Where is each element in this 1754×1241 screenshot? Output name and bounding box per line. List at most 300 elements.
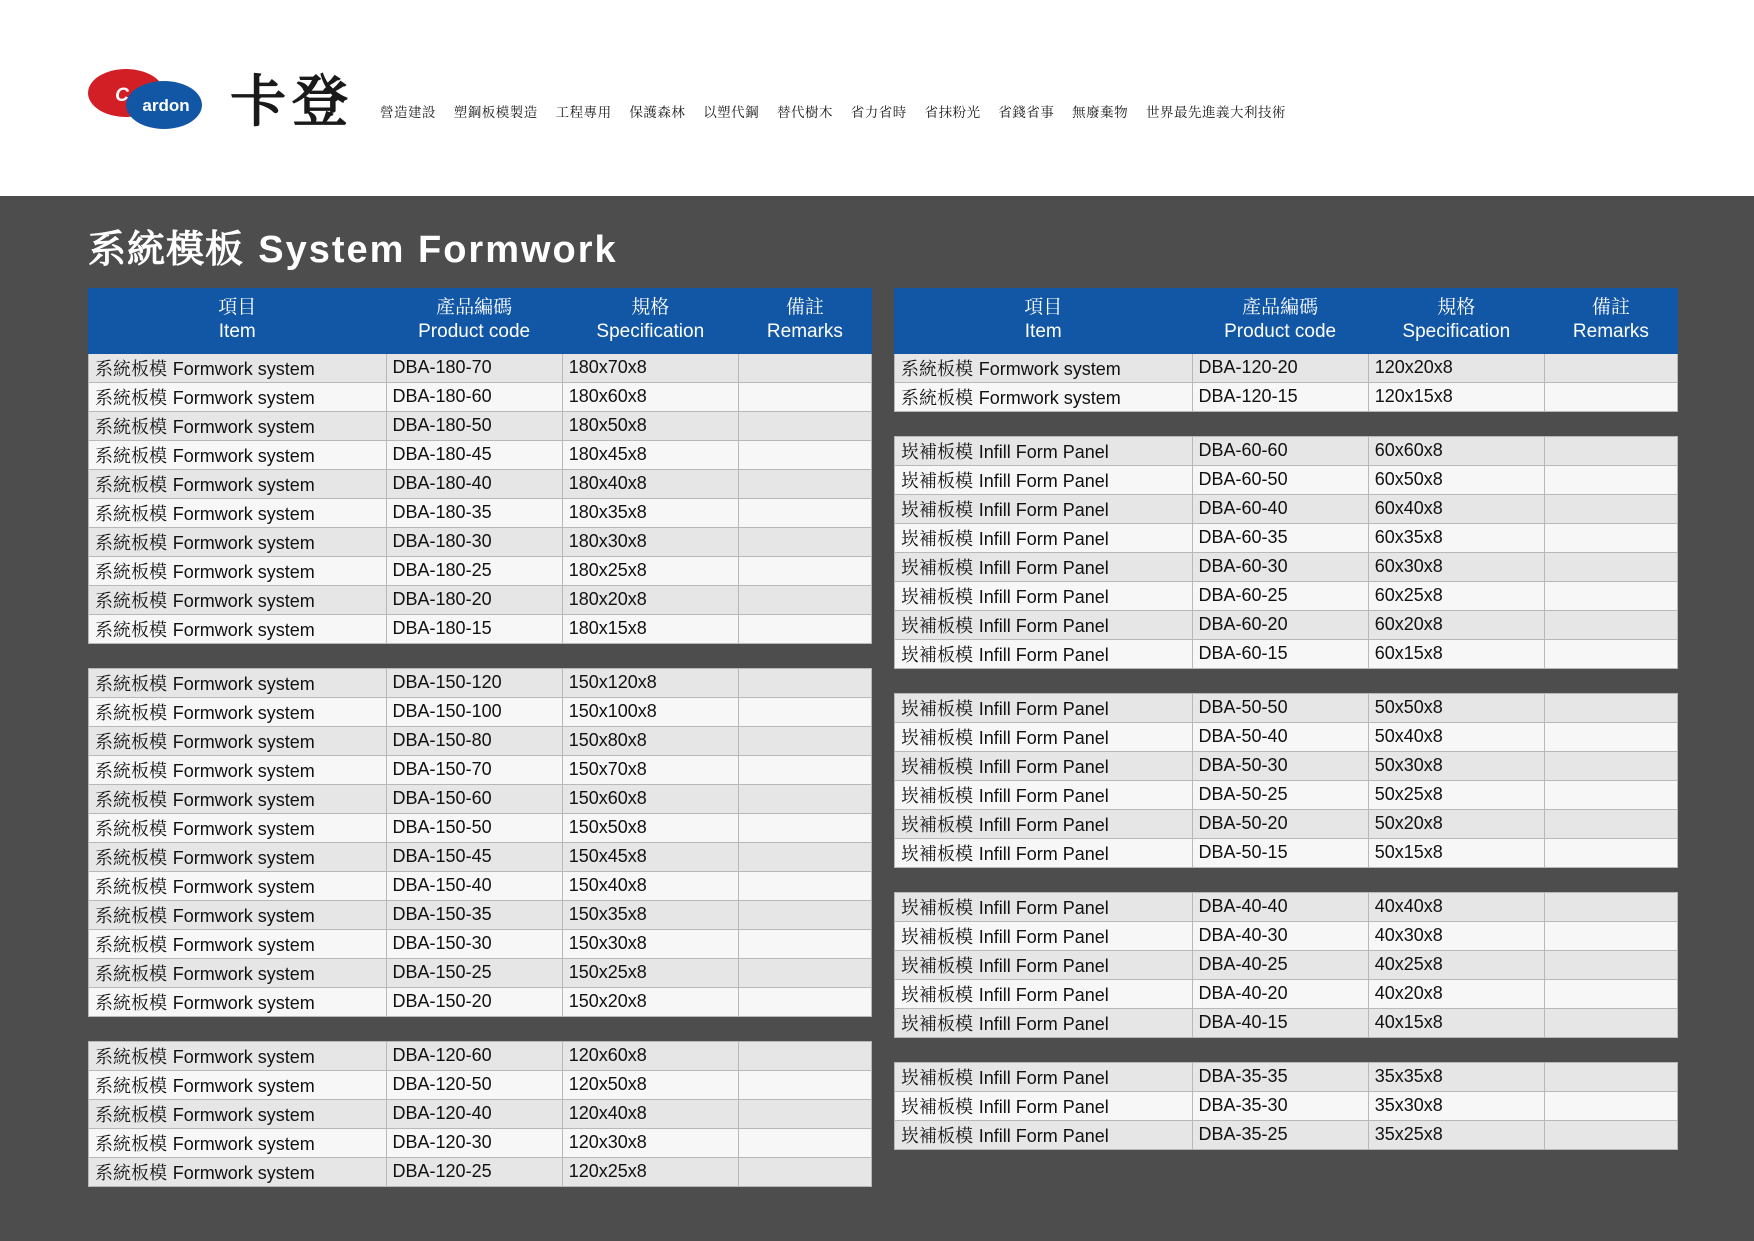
table-row	[895, 639, 1678, 668]
cell-remarks	[738, 411, 871, 440]
cell-remarks	[1544, 382, 1677, 411]
cell-item	[89, 1099, 387, 1128]
cell-remarks	[738, 556, 871, 585]
table-row	[89, 469, 872, 498]
cell-product-code: DBA-60-35	[1192, 523, 1368, 552]
cell-product-code: DBA-120-40	[386, 1099, 562, 1128]
cell-remarks	[1544, 722, 1677, 751]
cell-item-cn: 系統板模	[95, 561, 167, 583]
table-row	[89, 755, 872, 784]
cell-item-cn: 系統板模	[95, 847, 167, 869]
cell-product-code: DBA-150-40	[386, 871, 562, 900]
cell-item	[89, 958, 387, 987]
cell-item-cn: 系統板模	[95, 416, 167, 438]
cell-specification: 150x70x8	[562, 755, 738, 784]
cell-specification: 180x50x8	[562, 411, 738, 440]
brand-name-cn: 卡登	[230, 70, 354, 135]
cell-item-en: Infill Form Panel	[978, 897, 1109, 918]
table-row	[89, 871, 872, 900]
table-row	[895, 892, 1678, 921]
cell-product-code: DBA-150-35	[386, 900, 562, 929]
col-header-remarks-en: Remarks	[766, 321, 843, 343]
cell-item-en: Infill Form Panel	[978, 441, 1109, 462]
cell-remarks	[738, 1157, 871, 1186]
table-header-row	[89, 289, 872, 354]
cell-item-cn: 崁補板模	[901, 756, 973, 778]
cell-item-en: Infill Form Panel	[978, 586, 1109, 607]
table-group-separator	[895, 1037, 1678, 1062]
cell-item-en: Infill Form Panel	[978, 615, 1109, 636]
cell-item	[89, 469, 387, 498]
cell-item-en: Formwork system	[978, 358, 1121, 379]
table-row	[895, 1120, 1678, 1149]
cell-item	[89, 987, 387, 1016]
cell-remarks	[738, 755, 871, 784]
cell-specification: 50x50x8	[1368, 693, 1544, 722]
cell-item-en: Formwork system	[172, 1046, 315, 1067]
cell-item-cn: 崁補板模	[901, 528, 973, 550]
table-row	[895, 838, 1678, 867]
cell-item-en: Formwork system	[172, 1104, 315, 1125]
cell-item-cn: 崁補板模	[901, 814, 973, 836]
table-row	[89, 498, 872, 527]
cell-specification: 150x40x8	[562, 871, 738, 900]
cell-specification: 60x35x8	[1368, 523, 1544, 552]
cell-item	[895, 838, 1193, 867]
cell-item-en: Formwork system	[172, 1162, 315, 1183]
cell-item	[895, 436, 1193, 465]
cell-product-code: DBA-35-35	[1192, 1062, 1368, 1091]
col-header-item	[895, 289, 1193, 354]
col-header-code	[1192, 289, 1368, 354]
separator-cell	[89, 643, 872, 668]
cell-product-code: DBA-40-40	[1192, 892, 1368, 921]
cell-remarks	[738, 1041, 871, 1070]
cell-specification: 180x35x8	[562, 498, 738, 527]
cell-remarks	[1544, 921, 1677, 950]
cell-item-en: Infill Form Panel	[978, 470, 1109, 491]
cell-item	[89, 585, 387, 614]
cell-specification: 150x60x8	[562, 784, 738, 813]
table-row	[89, 1099, 872, 1128]
table-row	[89, 1157, 872, 1186]
cell-specification: 120x40x8	[562, 1099, 738, 1128]
col-header-item-cn: 項目	[218, 296, 257, 318]
tables-container	[88, 288, 1678, 1187]
cell-item	[89, 440, 387, 469]
cell-specification: 120x15x8	[1368, 382, 1544, 411]
cell-item-en: Formwork system	[172, 590, 315, 611]
cell-item-en: Formwork system	[172, 963, 315, 984]
table-row	[895, 353, 1678, 382]
cell-item-en: Formwork system	[172, 731, 315, 752]
cell-specification: 35x30x8	[1368, 1091, 1544, 1120]
cell-remarks	[738, 900, 871, 929]
cell-product-code: DBA-50-20	[1192, 809, 1368, 838]
right-table-column	[894, 288, 1678, 1187]
table-header-row	[895, 289, 1678, 354]
col-header-spec-en: Specification	[596, 321, 705, 343]
cell-product-code: DBA-150-80	[386, 726, 562, 755]
table-group-separator	[895, 867, 1678, 892]
cell-item-en: Infill Form Panel	[978, 698, 1109, 719]
cell-specification: 180x15x8	[562, 614, 738, 643]
cell-specification: 50x20x8	[1368, 809, 1544, 838]
cell-remarks	[1544, 1091, 1677, 1120]
cell-specification: 150x120x8	[562, 668, 738, 697]
tagline-word: 以塑代鋼	[703, 105, 760, 121]
cell-item-en: Formwork system	[172, 934, 315, 955]
cell-item	[895, 979, 1193, 1008]
page-title-en: System Formwork	[258, 229, 618, 271]
table-row	[895, 436, 1678, 465]
cell-item	[895, 610, 1193, 639]
cell-product-code: DBA-180-40	[386, 469, 562, 498]
table-group-separator	[895, 411, 1678, 436]
cell-item-en: Formwork system	[172, 905, 315, 926]
cell-product-code: DBA-120-50	[386, 1070, 562, 1099]
cell-specification: 60x60x8	[1368, 436, 1544, 465]
cell-remarks	[738, 1128, 871, 1157]
cell-item-en: Infill Form Panel	[978, 843, 1109, 864]
table-row	[89, 585, 872, 614]
cell-item-cn: 系統板模	[95, 905, 167, 927]
table-row	[89, 1070, 872, 1099]
cell-item-cn: 系統板模	[95, 503, 167, 525]
table-row	[89, 556, 872, 585]
cell-item-en: Formwork system	[172, 847, 315, 868]
left-table-body	[89, 353, 872, 1186]
cell-item-en: Infill Form Panel	[978, 644, 1109, 665]
cell-item	[89, 1157, 387, 1186]
cell-remarks	[738, 353, 871, 382]
cell-item-en: Formwork system	[172, 561, 315, 582]
cell-specification: 180x25x8	[562, 556, 738, 585]
cell-item	[89, 842, 387, 871]
cell-remarks	[1544, 780, 1677, 809]
cell-remarks	[738, 668, 871, 697]
cell-remarks	[738, 440, 871, 469]
cell-item-cn: 系統板模	[95, 702, 167, 724]
col-header-remarks-en: Remarks	[1572, 321, 1649, 343]
col-header-spec-cn: 規格	[1437, 296, 1476, 318]
cell-product-code: DBA-150-60	[386, 784, 562, 813]
cell-item	[89, 668, 387, 697]
cell-item	[895, 950, 1193, 979]
cell-specification: 50x30x8	[1368, 751, 1544, 780]
col-header-code-cn: 產品編碼	[1242, 296, 1319, 318]
table-row	[895, 780, 1678, 809]
page-title-cn: 系統模板	[88, 227, 245, 271]
table-row	[895, 1091, 1678, 1120]
cell-specification: 50x25x8	[1368, 780, 1544, 809]
cell-remarks	[738, 813, 871, 842]
cell-product-code: DBA-60-50	[1192, 465, 1368, 494]
cell-product-code: DBA-150-25	[386, 958, 562, 987]
cell-item-cn: 崁補板模	[901, 698, 973, 720]
separator-cell	[895, 1037, 1678, 1062]
brand-logo	[86, 58, 354, 138]
cell-item-cn: 系統板模	[95, 445, 167, 467]
separator-cell	[895, 867, 1678, 892]
cell-product-code: DBA-35-30	[1192, 1091, 1368, 1120]
cell-product-code: DBA-120-30	[386, 1128, 562, 1157]
cell-item-cn: 崁補板模	[901, 470, 973, 492]
cell-product-code: DBA-40-30	[1192, 921, 1368, 950]
tagline-word: 省錢省事	[998, 105, 1055, 121]
cell-item-en: Formwork system	[172, 673, 315, 694]
cell-item	[89, 697, 387, 726]
col-header-code-cn: 產品編碼	[436, 296, 513, 318]
cell-remarks	[738, 382, 871, 411]
cell-item-cn: 崁補板模	[901, 955, 973, 977]
cell-item-cn: 系統板模	[95, 992, 167, 1014]
table-row	[895, 950, 1678, 979]
col-header-spec	[1368, 289, 1544, 354]
cell-item	[89, 614, 387, 643]
cell-product-code: DBA-120-15	[1192, 382, 1368, 411]
cell-item-cn: 系統板模	[901, 358, 973, 380]
cell-specification: 40x25x8	[1368, 950, 1544, 979]
cell-item-en: Formwork system	[172, 532, 315, 553]
cell-item-en: Infill Form Panel	[978, 955, 1109, 976]
cell-product-code: DBA-50-50	[1192, 693, 1368, 722]
cell-remarks	[738, 871, 871, 900]
cell-product-code: DBA-60-25	[1192, 581, 1368, 610]
cell-product-code: DBA-180-20	[386, 585, 562, 614]
cell-item	[895, 921, 1193, 950]
cell-remarks	[1544, 581, 1677, 610]
tagline-word: 營造建設	[380, 105, 436, 121]
content-area	[0, 196, 1754, 1241]
cell-item-en: Formwork system	[172, 789, 315, 810]
table-row	[89, 900, 872, 929]
cell-item-en: Infill Form Panel	[978, 926, 1109, 947]
cell-specification: 40x30x8	[1368, 921, 1544, 950]
brand-tagline	[380, 101, 1299, 121]
cell-item-en: Formwork system	[978, 387, 1121, 408]
col-header-code	[386, 289, 562, 354]
tagline-word: 工程專用	[555, 105, 612, 121]
cell-item-cn: 崁補板模	[901, 1096, 973, 1118]
cell-item-en: Infill Form Panel	[978, 557, 1109, 578]
left-product-table	[88, 288, 872, 1187]
page-title	[0, 196, 1754, 273]
cell-specification: 180x45x8	[562, 440, 738, 469]
cell-item	[89, 1070, 387, 1099]
table-row	[89, 842, 872, 871]
col-header-spec	[562, 289, 738, 354]
tagline-word: 省力省時	[850, 105, 907, 121]
cell-product-code: DBA-180-15	[386, 614, 562, 643]
table-row	[89, 958, 872, 987]
cell-specification: 40x20x8	[1368, 979, 1544, 1008]
table-row	[89, 353, 872, 382]
cell-product-code: DBA-150-20	[386, 987, 562, 1016]
cell-item	[895, 523, 1193, 552]
cell-product-code: DBA-150-30	[386, 929, 562, 958]
cell-specification: 35x25x8	[1368, 1120, 1544, 1149]
table-row	[895, 1062, 1678, 1091]
cell-remarks	[738, 469, 871, 498]
cell-item-cn: 系統板模	[95, 760, 167, 782]
cell-remarks	[1544, 465, 1677, 494]
cell-item	[895, 892, 1193, 921]
cell-product-code: DBA-60-15	[1192, 639, 1368, 668]
table-row	[895, 465, 1678, 494]
cell-product-code: DBA-150-120	[386, 668, 562, 697]
cell-item-cn: 系統板模	[901, 387, 973, 409]
cell-item	[895, 780, 1193, 809]
right-product-table	[894, 288, 1678, 1150]
cell-item	[89, 900, 387, 929]
cell-remarks	[1544, 494, 1677, 523]
cell-item	[895, 1120, 1193, 1149]
cell-item-cn: 系統板模	[95, 1162, 167, 1184]
cell-item-cn: 崁補板模	[901, 1067, 973, 1089]
cell-item	[895, 494, 1193, 523]
col-header-remarks-cn: 備註	[785, 296, 824, 318]
cell-item-cn: 系統板模	[95, 731, 167, 753]
cell-specification: 150x20x8	[562, 987, 738, 1016]
cell-item-en: Formwork system	[172, 619, 315, 640]
table-group-separator	[89, 1016, 872, 1041]
cell-remarks	[738, 958, 871, 987]
cell-specification: 150x30x8	[562, 929, 738, 958]
cell-specification: 50x40x8	[1368, 722, 1544, 751]
cell-item	[89, 929, 387, 958]
cell-specification: 40x40x8	[1368, 892, 1544, 921]
cell-specification: 180x40x8	[562, 469, 738, 498]
cell-remarks	[738, 614, 871, 643]
cell-remarks	[1544, 639, 1677, 668]
cell-product-code: DBA-180-45	[386, 440, 562, 469]
cell-remarks	[1544, 693, 1677, 722]
cell-item-cn: 系統板模	[95, 963, 167, 985]
cell-specification: 120x20x8	[1368, 353, 1544, 382]
cell-product-code: DBA-120-20	[1192, 353, 1368, 382]
cell-product-code: DBA-180-50	[386, 411, 562, 440]
cell-specification: 150x50x8	[562, 813, 738, 842]
cell-item-cn: 系統板模	[95, 358, 167, 380]
table-row	[895, 552, 1678, 581]
table-row	[895, 610, 1678, 639]
cell-specification: 150x45x8	[562, 842, 738, 871]
cardon-logo-icon	[86, 63, 214, 133]
cell-item-cn: 系統板模	[95, 532, 167, 554]
cell-item-en: Formwork system	[172, 702, 315, 723]
cell-product-code: DBA-180-60	[386, 382, 562, 411]
cell-specification: 120x25x8	[562, 1157, 738, 1186]
cell-remarks	[1544, 1062, 1677, 1091]
cell-item	[89, 498, 387, 527]
cell-item-en: Infill Form Panel	[978, 814, 1109, 835]
table-row	[895, 921, 1678, 950]
cell-item-cn: 系統板模	[95, 1046, 167, 1068]
cell-item-en: Formwork system	[172, 760, 315, 781]
cell-product-code: DBA-180-35	[386, 498, 562, 527]
cell-item-cn: 系統板模	[95, 876, 167, 898]
separator-cell	[89, 1016, 872, 1041]
cell-remarks	[1544, 353, 1677, 382]
col-header-remarks	[738, 289, 871, 354]
cell-product-code: DBA-40-15	[1192, 1008, 1368, 1037]
cell-remarks	[738, 726, 871, 755]
cell-item-cn: 崁補板模	[901, 926, 973, 948]
table-row	[89, 726, 872, 755]
cell-specification: 120x60x8	[562, 1041, 738, 1070]
cell-product-code: DBA-40-20	[1192, 979, 1368, 1008]
cell-specification: 180x60x8	[562, 382, 738, 411]
col-header-remarks	[1544, 289, 1677, 354]
cell-product-code: DBA-60-60	[1192, 436, 1368, 465]
table-row	[89, 382, 872, 411]
cell-item-cn: 系統板模	[95, 1104, 167, 1126]
cell-product-code: DBA-120-25	[386, 1157, 562, 1186]
cell-specification: 60x20x8	[1368, 610, 1544, 639]
svg-text:ardon: ardon	[142, 96, 190, 115]
table-row	[89, 411, 872, 440]
table-group-separator	[895, 668, 1678, 693]
table-row	[89, 1041, 872, 1070]
cell-item-cn: 系統板模	[95, 387, 167, 409]
cell-item	[89, 755, 387, 784]
tagline-word: 世界最先進義大利技術	[1145, 105, 1286, 121]
col-header-remarks-cn: 備註	[1591, 296, 1630, 318]
table-row	[89, 440, 872, 469]
cell-item	[895, 581, 1193, 610]
cell-remarks	[1544, 751, 1677, 780]
cell-remarks	[1544, 950, 1677, 979]
cell-item-cn: 崁補板模	[901, 615, 973, 637]
cell-specification: 120x50x8	[562, 1070, 738, 1099]
cell-product-code: DBA-50-15	[1192, 838, 1368, 867]
col-header-item-en: Item	[1024, 321, 1062, 343]
cell-product-code: DBA-40-25	[1192, 950, 1368, 979]
cell-item-cn: 崁補板模	[901, 843, 973, 865]
cell-item	[89, 382, 387, 411]
cell-item	[89, 353, 387, 382]
cell-product-code: DBA-60-40	[1192, 494, 1368, 523]
cell-item	[89, 871, 387, 900]
cell-remarks	[738, 987, 871, 1016]
table-row	[895, 494, 1678, 523]
cell-item-cn: 崁補板模	[901, 1125, 973, 1147]
tagline-word: 替代樹木	[776, 105, 833, 121]
table-row	[895, 581, 1678, 610]
cell-remarks	[1544, 809, 1677, 838]
page-header	[0, 0, 1754, 196]
cell-item-cn: 系統板模	[95, 789, 167, 811]
cell-item	[895, 722, 1193, 751]
table-row	[895, 382, 1678, 411]
cell-item-cn: 系統板模	[95, 934, 167, 956]
cell-product-code: DBA-120-60	[386, 1041, 562, 1070]
cell-item	[89, 527, 387, 556]
cell-item-cn: 系統板模	[95, 474, 167, 496]
cell-product-code: DBA-35-25	[1192, 1120, 1368, 1149]
cell-remarks	[1544, 1008, 1677, 1037]
cell-item	[895, 552, 1193, 581]
cell-item-en: Formwork system	[172, 876, 315, 897]
cell-item-en: Formwork system	[172, 1133, 315, 1154]
cell-item	[89, 726, 387, 755]
cell-item	[895, 1062, 1193, 1091]
cell-specification: 60x15x8	[1368, 639, 1544, 668]
cell-item-en: Infill Form Panel	[978, 727, 1109, 748]
cell-item	[895, 751, 1193, 780]
cell-remarks	[1544, 979, 1677, 1008]
